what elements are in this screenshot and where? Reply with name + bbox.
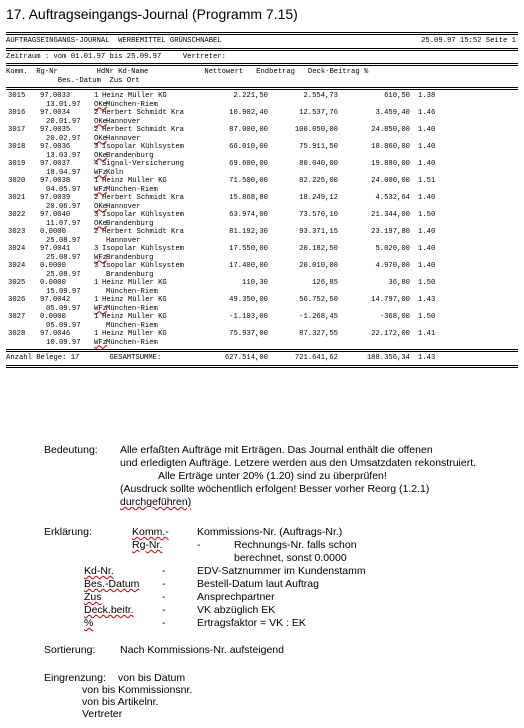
zus-cell: WFz xyxy=(94,168,107,177)
deck-cell: 5.020,00 xyxy=(375,245,410,253)
komm-cell: 3028 xyxy=(8,330,26,338)
zus-cell: OKe xyxy=(94,117,107,126)
erklaerung-desc: Ertragsfaktor = VK : EK xyxy=(197,617,306,629)
deck-cell: 4.532,64 xyxy=(375,194,410,202)
end-cell: 100.050,00 xyxy=(294,126,338,134)
kd-name-cell: Heinz Müller KG xyxy=(102,279,167,287)
hd-cell: 1 xyxy=(94,92,99,100)
netto-cell: 66.010,00 xyxy=(229,143,268,151)
deck-cell: 23.197,80 xyxy=(371,228,410,236)
table-row-detail xyxy=(6,169,518,178)
end-cell: 2.554,73 xyxy=(303,92,338,100)
date-cell: 13.03.97 xyxy=(46,151,81,160)
pct-cell: 1.40 xyxy=(418,143,436,151)
erklaerung-term: Bes.-Datum xyxy=(84,578,140,590)
kd-name-cell: Heinz Müller KG xyxy=(102,313,167,321)
deck-cell: -368,00 xyxy=(379,313,410,321)
ort-cell: München-Riem xyxy=(106,287,158,296)
table-row xyxy=(6,296,518,305)
deck-cell: 24.850,00 xyxy=(371,126,410,134)
pct-cell: 1.51 xyxy=(418,177,436,185)
ort-cell: Brandenburg xyxy=(106,151,154,160)
divider xyxy=(6,63,518,66)
erklaerung-dash: - xyxy=(162,617,166,629)
hd-cell: 2 xyxy=(94,126,99,134)
rg-cell: 97.0038 xyxy=(40,177,71,185)
table-row xyxy=(6,211,518,220)
column-header-2: Bes.-Datum Zus Ort xyxy=(6,76,140,85)
netto-cell: 49.350,00 xyxy=(229,296,268,304)
erklaerung-desc: Kommissions-Nr. (Auftrags-Nr.) xyxy=(197,526,343,538)
komm-cell: 3018 xyxy=(8,143,26,151)
ort-cell: Brandenburg xyxy=(106,219,154,228)
deck-cell: 22.172,00 xyxy=(371,330,410,338)
page-title: 17. Auftragseingangs-Journal (Programm 7.15) xyxy=(6,6,298,22)
eingrenzung-section xyxy=(44,672,522,728)
netto-cell: 63.974,00 xyxy=(229,211,268,219)
rg-cell: 97.0046 xyxy=(40,330,71,338)
bedeutung-label: Bedeutung: xyxy=(44,444,98,456)
deck-cell: 36,80 xyxy=(388,279,410,287)
kd-name-cell: Herbert Schmidt Kra xyxy=(102,126,184,134)
pct-cell: 1.50 xyxy=(418,211,436,219)
rg-cell: 97.0035 xyxy=(40,126,71,134)
sortierung-section xyxy=(44,644,522,658)
deck-cell: 3.459,40 xyxy=(375,109,410,117)
end-cell: 126,85 xyxy=(312,279,338,287)
erklaerung-dash: - xyxy=(162,591,166,603)
table-row-detail xyxy=(6,237,518,246)
sortierung-text: Nach Kommissions-Nr. aufsteigend xyxy=(120,644,284,656)
table-row xyxy=(6,177,518,186)
deck-cell: 21.344,00 xyxy=(371,211,410,219)
table-row xyxy=(6,194,518,203)
table-row-detail xyxy=(6,101,518,110)
journal-report xyxy=(6,30,518,370)
erklaerung-term: Zus xyxy=(84,591,102,603)
erklaerung-desc: EDV-Satznummer im Kundenstamm xyxy=(197,565,366,577)
ort-cell: München-Riem xyxy=(106,338,158,347)
komm-cell: 3016 xyxy=(8,109,26,117)
table-row xyxy=(6,126,518,135)
hd-cell: 2 xyxy=(94,109,99,117)
date-cell: 13.01.97 xyxy=(46,100,81,109)
table-row xyxy=(6,313,518,322)
date-cell: 04.05.97 xyxy=(46,185,81,194)
komm-cell: 3023 xyxy=(8,228,26,236)
zus-cell: OKe xyxy=(94,100,107,109)
end-cell: 87.327,55 xyxy=(299,330,338,338)
sortierung-label: Sortierung: xyxy=(44,644,96,656)
report-header-right: 25.09.97 15:52 Seite 1 xyxy=(421,37,516,45)
table-row xyxy=(6,245,518,254)
table-row-detail xyxy=(6,203,518,212)
ort-cell: München-Riem xyxy=(106,185,158,194)
erklaerung-term: Deck.beitr. xyxy=(84,604,134,616)
table-row xyxy=(6,143,518,152)
kd-name-cell: Heinz Müller KG xyxy=(102,92,167,100)
zeitraum-line: Zeitraum : vom 01.01.97 bis 25.09.97 Vertreter: xyxy=(6,52,226,61)
date-cell: 18.04.97 xyxy=(46,168,81,177)
hd-cell: 1 xyxy=(94,279,99,287)
ort-cell: Brandenburg xyxy=(106,270,154,279)
netto-cell: 110,30 xyxy=(242,279,268,287)
netto-cell: 10.902,40 xyxy=(229,109,268,117)
table-row-detail xyxy=(6,305,518,314)
hd-cell: 1 xyxy=(94,330,99,338)
rg-cell: 97.0033 xyxy=(40,92,71,100)
kd-name-cell: Isopolar Kühlsystem xyxy=(102,245,184,253)
ort-cell: Hannover xyxy=(106,236,141,245)
erklaerung-label: Erklärung: xyxy=(44,526,92,538)
deck-cell: 18.860,00 xyxy=(371,143,410,151)
table-row-detail xyxy=(6,135,518,144)
pct-cell: 1.43 xyxy=(418,296,436,304)
bedeutung-line: Alle Erträge unter 20% (1.20) sind zu überprüfen! xyxy=(158,470,387,482)
eingrenzung-item: von bis Datum xyxy=(118,672,186,684)
ort-cell: München-Riem xyxy=(106,321,158,330)
pct-cell: 1.40 xyxy=(418,262,436,270)
rg-cell: 97.0036 xyxy=(40,143,71,151)
deck-cell: 14.797,00 xyxy=(371,296,410,304)
komm-cell: 3026 xyxy=(8,296,26,304)
end-cell: 80.040,00 xyxy=(299,160,338,168)
hd-cell: 2 xyxy=(94,228,99,236)
rg-cell: 97.0039 xyxy=(40,194,71,202)
table-row-detail xyxy=(6,288,518,297)
deck-cell: 4.970,00 xyxy=(375,262,410,270)
end-cell: 73.570,10 xyxy=(299,211,338,219)
end-cell: 56.752,50 xyxy=(299,296,338,304)
hd-cell: 3 xyxy=(94,143,99,151)
netto-cell: 69.600,00 xyxy=(229,160,268,168)
netto-cell: 17.400,00 xyxy=(229,262,268,270)
bedeutung-line: durchgeführen) xyxy=(120,496,192,508)
netto-cell: 75.937,00 xyxy=(229,330,268,338)
rg-cell: 97.0041 xyxy=(40,245,71,253)
kd-name-cell: Herbert Schmidt Kra xyxy=(102,228,184,236)
komm-cell: 3015 xyxy=(8,92,26,100)
divider xyxy=(6,349,518,352)
table-row-detail xyxy=(6,339,518,348)
erklaerung-desc: berechnet, sonst 0.0000 xyxy=(234,552,347,564)
komm-cell: 3025 xyxy=(8,279,26,287)
zus-cell: OKe xyxy=(94,202,107,211)
pct-cell: 1.50 xyxy=(418,279,436,287)
table-row xyxy=(6,109,518,118)
netto-cell: -1.103,00 xyxy=(229,313,268,321)
zus-cell: OKe xyxy=(94,219,107,228)
total-end: 721.641,62 xyxy=(294,354,338,362)
hd-cell: 2 xyxy=(94,194,99,202)
table-row-detail xyxy=(6,186,518,195)
netto-cell: 2.221,50 xyxy=(233,92,268,100)
erklaerung-desc: Bestell-Datum laut Auftrag xyxy=(197,578,319,590)
date-cell: 10.09.97 xyxy=(46,338,81,347)
erklaerung-dash: - xyxy=(162,604,166,616)
erklaerung-term: % xyxy=(84,617,94,629)
date-cell: 20.06.97 xyxy=(46,202,81,211)
date-cell: 15.09.97 xyxy=(46,287,81,296)
erklaerung-section xyxy=(44,526,522,630)
eingrenzung-item: von bis Kommissionsnr. xyxy=(82,684,193,696)
end-cell: -1.268,45 xyxy=(299,313,338,321)
date-cell: 25.08.97 xyxy=(46,236,81,245)
pct-cell: 1.40 xyxy=(418,228,436,236)
report-header-left: AUFTRAGSEINGANGS-JOURNAL WERBEMITTEL GRÜNSCHNABEL xyxy=(6,37,222,45)
table-row xyxy=(6,160,518,169)
komm-cell: 3027 xyxy=(8,313,26,321)
rg-cell: 97.0042 xyxy=(40,296,71,304)
total-netto: 627.514,00 xyxy=(224,354,268,362)
table-row xyxy=(6,262,518,271)
rg-cell: 97.0037 xyxy=(40,160,71,168)
pct-cell: 1.40 xyxy=(418,245,436,253)
erklaerung-term: Komm.- xyxy=(132,526,169,538)
table-row-detail xyxy=(6,322,518,331)
erklaerung-dash: - xyxy=(162,578,166,590)
rg-cell: 0.0000 xyxy=(40,262,66,270)
date-cell: 20.01.97 xyxy=(46,117,81,126)
end-cell: 20.182,50 xyxy=(299,245,338,253)
ort-cell: Hannover xyxy=(106,202,141,211)
rg-cell: 0.0000 xyxy=(40,279,66,287)
rg-cell: 97.0040 xyxy=(40,211,71,219)
bedeutung-line: Alle erfaßten Aufträge mit Erträgen. Das Journal enthält die offenen xyxy=(120,444,433,456)
table-row-detail xyxy=(6,254,518,263)
table-row xyxy=(6,92,518,101)
column-header-1: Komm. Rg-Nr HdNr Kd-Name Nettowert Endbetrag Deck-Beitrag % xyxy=(6,68,369,76)
divider xyxy=(6,365,518,368)
netto-cell: 71.500,00 xyxy=(229,177,268,185)
pct-cell: 1.38 xyxy=(418,92,436,100)
date-cell: 25.08.97 xyxy=(46,270,81,279)
rg-cell: 0.0000 xyxy=(40,228,66,236)
kd-name-cell: Heinz Müller KG xyxy=(102,330,167,338)
komm-cell: 3020 xyxy=(8,177,26,185)
deck-cell: 24.000,00 xyxy=(371,177,410,185)
table-row-detail xyxy=(6,152,518,161)
ort-cell: München-Riem xyxy=(106,100,158,109)
kd-name-cell: Isopolar Kühlsystem xyxy=(102,262,184,270)
table-row-detail xyxy=(6,118,518,127)
kd-name-cell: Isopolar Kühlsystem xyxy=(102,143,184,151)
ort-cell: Hannover xyxy=(106,117,141,126)
komm-cell: 3022 xyxy=(8,211,26,219)
ort-cell: Brandenburg xyxy=(106,253,154,262)
end-cell: 93.371,15 xyxy=(299,228,338,236)
komm-cell: 3019 xyxy=(8,160,26,168)
komm-cell: 3024 xyxy=(8,245,26,253)
total-pct: 1.43 xyxy=(418,354,436,362)
date-cell: 25.08.97 xyxy=(46,253,81,262)
kd-name-cell: Herbert Schmidt Kra xyxy=(102,109,184,117)
divider xyxy=(6,32,518,35)
erklaerung-desc: Rechnungs-Nr. falls schon xyxy=(234,539,357,551)
ort-cell: München-Riem xyxy=(106,304,158,313)
rg-cell: 0.0000 xyxy=(40,313,66,321)
pct-cell: 1.40 xyxy=(418,126,436,134)
hd-cell: 1 xyxy=(94,296,99,304)
hd-cell: 1 xyxy=(94,313,99,321)
date-cell: 05.09.97 xyxy=(46,304,81,313)
explanation-notes xyxy=(44,444,522,728)
end-cell: 20.010,00 xyxy=(299,262,338,270)
netto-cell: 15.868,80 xyxy=(229,194,268,202)
zus-cell: OKe xyxy=(94,134,107,143)
table-row xyxy=(6,228,518,237)
ort-cell: Hannover xyxy=(106,134,141,143)
total-row xyxy=(6,354,518,363)
kd-name-cell: Isopolar Kühlsystem xyxy=(102,211,184,219)
rg-cell: 97.0034 xyxy=(40,109,71,117)
bedeutung-section xyxy=(44,444,522,514)
kd-name-cell: Herbert Schmidt Kra xyxy=(102,194,184,202)
bedeutung-line: (Ausdruck sollte wöchentlich erfolgen! Besser vorher Reorg (1.2.1) xyxy=(120,483,430,495)
date-cell: 05.09.97 xyxy=(46,321,81,330)
pct-cell: 1.46 xyxy=(418,109,436,117)
divider xyxy=(6,87,518,90)
table-row-detail xyxy=(6,220,518,229)
zus-cell: WFz xyxy=(94,253,107,262)
total-deck: 188.356,34 xyxy=(366,354,410,362)
komm-cell: 3024 xyxy=(8,262,26,270)
zus-cell: WFz xyxy=(94,338,107,347)
bedeutung-line: und erledigten Aufträge. Letzere werden aus den Umsatzdaten rekonstruiert. xyxy=(120,457,477,469)
zus-cell: WFz xyxy=(94,304,107,313)
kd-name-cell: Heinz Müller KG xyxy=(102,296,167,304)
ort-cell: Köln xyxy=(106,168,124,177)
deck-cell: 610,50 xyxy=(384,92,410,100)
table-row xyxy=(6,279,518,288)
table-row xyxy=(6,330,518,339)
kd-name-cell: Signal-Versicherung xyxy=(102,160,184,168)
erklaerung-desc: Ansprechpartner xyxy=(197,591,275,603)
erklaerung-dash: - xyxy=(197,539,201,551)
komm-cell: 3017 xyxy=(8,126,26,134)
zus-cell: OKe xyxy=(94,151,107,160)
total-label: Anzahl Belege: 17 GESAMTSUMME: xyxy=(6,354,162,362)
pct-cell: 1.41 xyxy=(418,330,436,338)
end-cell: 18.249,12 xyxy=(299,194,338,202)
eingrenzung-label: Eingrenzung: xyxy=(44,672,106,684)
netto-cell: 81.192,30 xyxy=(229,228,268,236)
komm-cell: 3021 xyxy=(8,194,26,202)
pct-cell: 1.40 xyxy=(418,160,436,168)
date-cell: 20.02.97 xyxy=(46,134,81,143)
hd-cell: 3 xyxy=(94,245,99,253)
zus-cell: WFz xyxy=(94,185,107,194)
pct-cell: 1.50 xyxy=(418,313,436,321)
end-cell: 82.225,00 xyxy=(299,177,338,185)
journal-rows xyxy=(6,92,518,347)
erklaerung-desc: VK abzüglich EK xyxy=(197,604,276,616)
deck-cell: 19.880,00 xyxy=(371,160,410,168)
erklaerung-term: Rg-Nr. xyxy=(132,539,163,551)
date-cell: 11.07.97 xyxy=(46,219,81,228)
eingrenzung-item: von bis Artikelnr. xyxy=(82,696,159,708)
pct-cell: 1.40 xyxy=(418,194,436,202)
hd-cell: 1 xyxy=(94,177,99,185)
eingrenzung-item: Vertreter xyxy=(82,708,123,720)
netto-cell: 17.550,00 xyxy=(229,245,268,253)
hd-cell: 3 xyxy=(94,262,99,270)
divider xyxy=(6,48,518,51)
table-row-detail xyxy=(6,271,518,280)
kd-name-cell: Heinz Müller KG xyxy=(102,177,167,185)
netto-cell: 87.000,00 xyxy=(229,126,268,134)
hd-cell: 3 xyxy=(94,211,99,219)
end-cell: 12.537,76 xyxy=(299,109,338,117)
end-cell: 75.911,50 xyxy=(299,143,338,151)
report-header xyxy=(6,37,518,46)
erklaerung-dash: - xyxy=(162,565,166,577)
erklaerung-term: Kd-Nr. xyxy=(84,565,114,577)
hd-cell: 4 xyxy=(94,160,99,168)
